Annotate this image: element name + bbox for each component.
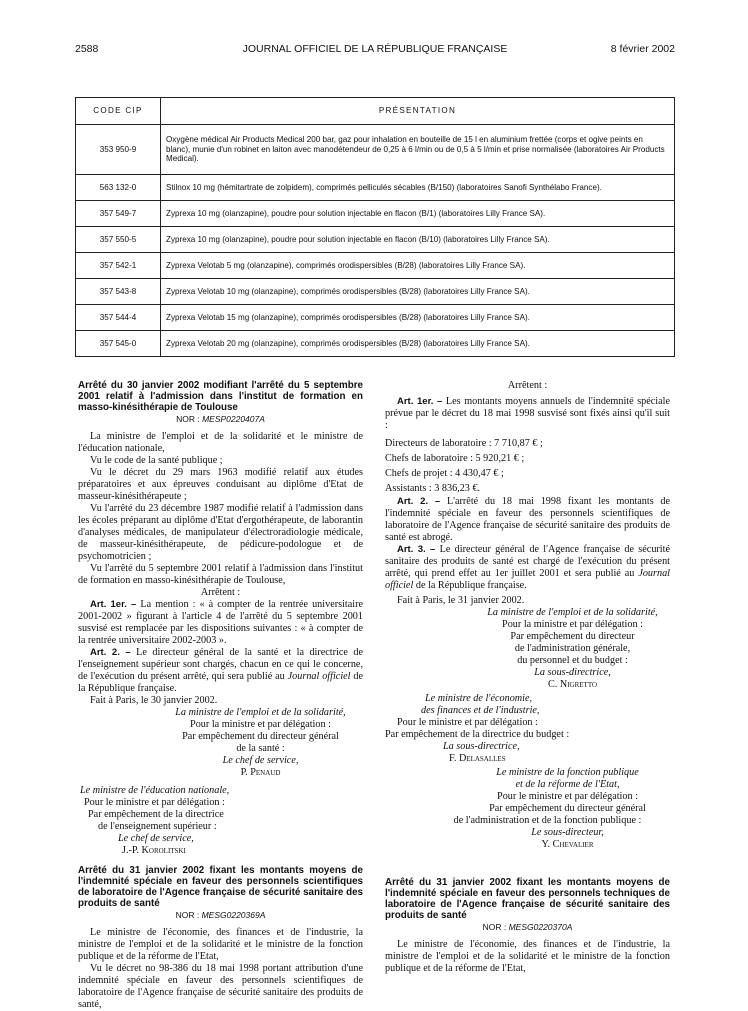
presentation-text: Stilnox 10 mg (hémitartrate de zolpidem), comprimés pelliculés sécables (B/150) (laboratoires Sanofi Synthélabo France).: [161, 175, 675, 201]
article-text: de la République française.: [78, 671, 364, 694]
signature-line: de l'enseignement supérieur :: [98, 821, 217, 832]
presentation-text: Zyprexa 10 mg (olanzapine), poudre pour solution injectable en flacon (B/10) (laboratoires Lilly France SA).: [161, 227, 675, 253]
fait-a-paris: Fait à Paris, le 31 janvier 2002.: [397, 595, 525, 606]
article-text: Le directeur général de la santé et la directrice de l'enseignement supérieur sont chargés, chacun en ce qui le concerne, de l'exécution du présent arrêté, qui sera publié au: [78, 647, 363, 682]
signature-line: de l'administration et de la fonction publique :: [453, 815, 642, 826]
signature-line: Par empêchement de la directrice: [88, 809, 224, 820]
signature-line: La sous-directrice,: [443, 741, 520, 752]
article-text: La mention : « à compter de la rentrée universitaire 2001-2002 » figurant à l'article 4 de l'arrêté du 5 septembre 2001 susvisé est remplacée par les dispositions suivantes : « à compter de la rentrée universitaire 2002-2003 ».: [78, 599, 363, 646]
nor-code: MESG0220370A: [508, 922, 573, 932]
signature-line: La ministre de l'emploi et de la solidarité,: [175, 707, 346, 718]
presentation-text: Oxygène médical Air Products Medical 200 bar, gaz pour inhalation en bouteille de 15 l en aluminium frettée (corps et ogive peints en blanc), munie d'un robinet en laiton avec manodétendeur de 0,25 à 6 l/min ou de 0,5 à 5 l/min et prise normalisée (laboratoires Air Products Medical).: [161, 125, 675, 175]
cip-code: 357 549-7: [76, 201, 161, 227]
presentation-text: Zyprexa Velotab 5 mg (olanzapine), comprimés orodispersibles (B/28) (laboratoires Lilly France SA).: [161, 253, 675, 279]
left-column: [78, 380, 363, 1011]
signature-block-2: [78, 785, 363, 857]
presentation-text: Zyprexa Velotab 20 mg (olanzapine), comprimés orodispersibles (B/28) (laboratoires Lilly France SA).: [161, 331, 675, 357]
column-header-presentation: PRÉSENTATION: [161, 98, 675, 125]
signature-line: Pour la ministre et par délégation :: [190, 719, 331, 730]
signature-line: Le ministre de l'éducation nationale,: [80, 785, 230, 796]
preamble: La ministre de l'emploi et de la solidarité et le ministre de l'éducation nationale,: [78, 431, 363, 454]
cip-code: 357 542-1: [76, 253, 161, 279]
nor-label: NOR :: [482, 922, 507, 932]
signature-line: La ministre de l'emploi et de la solidarité,: [487, 607, 658, 618]
article-text: L'arrêté du 18 mai 1998 fixant les montants de l'indemnité spéciale en faveur des personnels scientifiques de laboratoire de l'Agence française de sécurité sanitaire des produits de santé est abrogé.: [385, 496, 671, 543]
signature-line: Par empêchement du directeur général: [489, 803, 646, 814]
signature-block-2: [385, 693, 670, 765]
article-label: Art. 3. –: [397, 544, 436, 555]
signature-block-3: [385, 767, 670, 851]
visa: Vu le code de la santé publique ;: [90, 455, 223, 466]
signature-line: Pour la ministre et par délégation :: [502, 619, 643, 630]
article-text: de la République française.: [415, 580, 527, 591]
article-1: [78, 599, 363, 647]
nor-label: NOR :: [176, 414, 200, 424]
table-row: [76, 227, 675, 253]
page-number: 2588: [75, 43, 99, 55]
presentation-text: Zyprexa Velotab 15 mg (olanzapine), comprimés orodispersibles (B/28) (laboratoires Lilly France SA).: [161, 305, 675, 331]
visa: Vu le décret du 29 mars 1963 modifié relatif aux études préparatoires et aux épreuves conduisant au diplôme d'Etat de masseur-kinésithérapeute ;: [78, 467, 363, 502]
signature-block-1: [78, 707, 363, 779]
article-label: Art. 2. –: [90, 647, 131, 658]
presentation-text: Zyprexa Velotab 10 mg (olanzapine), comprimés orodispersibles (B/28) (laboratoires Lilly France SA).: [161, 279, 675, 305]
page-header: [75, 43, 675, 57]
fait-a-paris: Fait à Paris, le 30 janvier 2002.: [90, 695, 218, 706]
cip-code: 357 543-8: [76, 279, 161, 305]
nor-reference-1: [78, 413, 363, 425]
signature-line: Le ministre de l'économie,: [425, 693, 533, 704]
table-row: [76, 305, 675, 331]
article-label: Art. 2. –: [397, 496, 441, 507]
decree-title-2: Arrêté du 31 janvier 2002 fixant les montants moyens de l'indemnité spéciale en faveur des personnels scientifiques de laboratoire de l'Agence française de sécurité sanitaire des produits de santé: [78, 865, 363, 909]
article-2: [78, 647, 363, 695]
journal-title: JOURNAL OFFICIEL DE LA RÉPUBLIQUE FRANÇAISE: [242, 43, 508, 55]
signatory-name: Y. Chevalier: [541, 839, 594, 850]
signature-line: de l'administration générale,: [514, 643, 631, 654]
arretent: Arrêtent :: [507, 380, 548, 391]
visa: Vu l'arrêté du 23 décembre 1987 modifié relatif à l'admission dans les écoles préparant au diplôme d'Etat d'ergothérapeute, de laborantin d'analyses médicales, de manipulateur d'électroradiologie médicale, de masseur-kinésithérapeute, de pédicure-podologue et de psychomotricien ;: [78, 503, 363, 562]
signature-line: des finances et de l'industrie,: [421, 705, 540, 716]
article-3: [385, 544, 670, 592]
signatory-name: F. Delasalles: [449, 753, 506, 764]
table-row: [76, 331, 675, 357]
signature-line: du personnel et du budget :: [517, 655, 628, 666]
nor-reference-3: [385, 921, 670, 933]
right-column: [385, 380, 670, 975]
table-row: [76, 175, 675, 201]
cip-code: 357 545-0: [76, 331, 161, 357]
column-header-code: CODE CIP: [76, 98, 161, 125]
article-2: [385, 496, 670, 544]
table-row: [76, 201, 675, 227]
nor-reference-2: [78, 909, 363, 921]
presentation-table: [75, 97, 675, 357]
visa: Vu l'arrêté du 5 septembre 2001 relatif à l'admission dans l'institut de formation en masso-kinésithérapie de Toulouse,: [78, 563, 363, 586]
amount-line: Chefs de projet : 4 430,47 € ;: [385, 468, 504, 479]
decree-title-1: Arrêté du 30 janvier 2002 modifiant l'arrêté du 5 septembre 2001 relatif à l'admission dans l'institut de formation en masso-kinésithérapie de Toulouse: [78, 380, 363, 413]
signature-line: Pour le ministre et par délégation :: [497, 791, 638, 802]
issue-date: 8 février 2002: [610, 43, 675, 55]
signature-block-1: [385, 607, 670, 691]
signature-line: Pour le ministre et par délégation :: [397, 717, 538, 728]
signature-line: Le chef de service,: [118, 833, 194, 844]
cip-code: 357 550-5: [76, 227, 161, 253]
nor-code: MESP0220407A: [202, 414, 265, 424]
signatory-name: J.-P. Korolitski: [122, 845, 186, 856]
table-row: [76, 279, 675, 305]
decree-title-3: Arrêté du 31 janvier 2002 fixant les montants moyens de l'indemnité spéciale en faveur des personnels techniques de laboratoire de l'Agence française de sécurité sanitaire des produits de santé: [385, 877, 670, 921]
article-1: [385, 396, 670, 432]
table-row: [76, 125, 675, 175]
arretent: Arrêtent :: [200, 587, 241, 598]
signature-line: Le sous-directeur,: [531, 827, 604, 838]
signature-line: La sous-directrice,: [534, 667, 611, 678]
journal-officiel-ref: Journal officiel: [385, 568, 671, 591]
signature-line: Par empêchement de la directrice du budget :: [385, 729, 570, 740]
amount-line: Assistants : 3 836,23 €.: [385, 483, 481, 494]
signature-line: Le ministre de la fonction publique: [496, 767, 639, 778]
signature-line: Par empêchement du directeur: [510, 631, 635, 642]
signature-line: Le chef de service,: [222, 755, 299, 766]
amount-line: Chefs de laboratoire : 5 920,21 € ;: [385, 453, 525, 464]
signature-line: Pour le ministre et par délégation :: [84, 797, 225, 808]
article-text: Les montants moyens annuels de l'indemnité spéciale prévue par le décret du 18 mai 1998 susvisé sont fixés ainsi qu'il suit :: [385, 396, 671, 431]
presentation-text: Zyprexa 10 mg (olanzapine), poudre pour solution injectable en flacon (B/1) (laboratoires Lilly France SA).: [161, 201, 675, 227]
cip-code: 357 544-4: [76, 305, 161, 331]
cip-code: 353 950-9: [76, 125, 161, 175]
table-row: [76, 253, 675, 279]
amount-line: Directeurs de laboratoire : 7 710,87 € ;: [385, 438, 543, 449]
preamble: Le ministre de l'économie, des finances et de l'industrie, la ministre de l'emploi et de la solidarité et le ministre de la fonction publique et de la réforme de l'Etat,: [385, 939, 670, 974]
article-text: Le directeur général de l'Agence française de sécurité sanitaire des produits de santé est chargé de l'exécution du présent arrêté, qui prend effet au 1er juillet 2001 et sera publié au: [385, 544, 670, 579]
article-label: Art. 1er. –: [90, 599, 137, 610]
signatory-name: C. Nigretto: [547, 679, 598, 690]
journal-officiel-ref: Journal officiel: [287, 671, 351, 682]
signatory-name: P. Penaud: [240, 767, 281, 778]
preamble: Le ministre de l'économie, des finances et de l'industrie, la ministre de l'emploi et de la solidarité et le ministre de la fonction publique et de la réforme de l'Etat,: [78, 927, 363, 962]
signature-line: de la santé :: [236, 743, 285, 754]
cip-code: 563 132-0: [76, 175, 161, 201]
article-label: Art. 1er. –: [397, 396, 443, 407]
nor-label: NOR :: [175, 910, 200, 920]
table-header-row: [76, 98, 675, 125]
signature-line: et de la réforme de l'Etat,: [515, 779, 620, 790]
visa: Vu le décret no 98-386 du 18 mai 1998 portant attribution d'une indemnité spéciale en faveur des personnels scientifiques de laboratoire de l'Agence française de sécurité sanitaire des produits de santé,: [78, 963, 363, 1010]
nor-code: MESG0220369A: [201, 910, 266, 920]
signature-line: Par empêchement du directeur général: [182, 731, 339, 742]
